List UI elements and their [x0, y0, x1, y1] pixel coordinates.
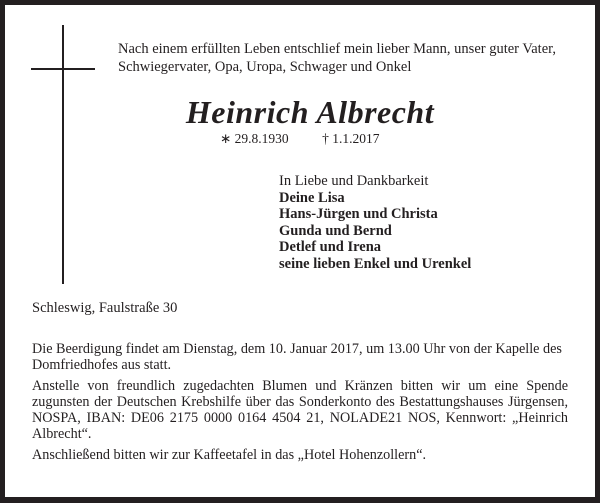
donation-info: Anstelle von freundlich zugedachten Blumen und Kränzen bitten wir um eine Spende zugunsten der Deutschen Krebshilfe über das Sonderkonto des Bestattungshauses Jürgensen, NOSPA, IBAN: DE06 2175 0000 0164 4504 21, NOLADE21 NOS, Kennwort: „Heinrich Albrecht“.	[32, 377, 568, 443]
obituary-notice	[5, 5, 595, 497]
mourners-lead: In Liebe und Dankbarkeit	[279, 173, 429, 189]
life-dates	[220, 131, 379, 147]
deceased-name: Heinrich Albrecht	[185, 94, 435, 130]
funeral-info: Die Beerdigung findet am Dienstag, dem 10. Januar 2017, um 13.00 Uhr von der Kapelle des Domfriedhofes aus statt.	[32, 341, 562, 374]
birth-date: ∗ 29.8.1930	[220, 131, 289, 146]
mourner: Hans-Jürgen und Christa	[279, 206, 438, 222]
mourner: Gunda und Bernd	[279, 222, 392, 239]
mourners-list	[279, 173, 471, 272]
death-date: † 1.1.2017	[322, 131, 380, 146]
mourner: Detlef und Irena	[279, 239, 382, 255]
address: Schleswig, Faulstraße 30	[32, 300, 178, 316]
coffee-info: Anschließend bitten wir zur Kaffeetafel in das „Hotel Hohenzollern“.	[32, 446, 427, 463]
mourner: Deine Lisa	[279, 189, 345, 206]
cross-icon-vertical	[62, 25, 64, 284]
cross-icon-horizontal	[31, 68, 95, 70]
intro-text: Nach einem erfüllten Leben entschlief mein lieber Mann, unser guter Vater, Schwiegervater, Opa, Uropa, Schwager und Onkel	[118, 41, 557, 75]
details	[32, 341, 568, 467]
mourner: seine lieben Enkel und Urenkel	[279, 255, 472, 272]
